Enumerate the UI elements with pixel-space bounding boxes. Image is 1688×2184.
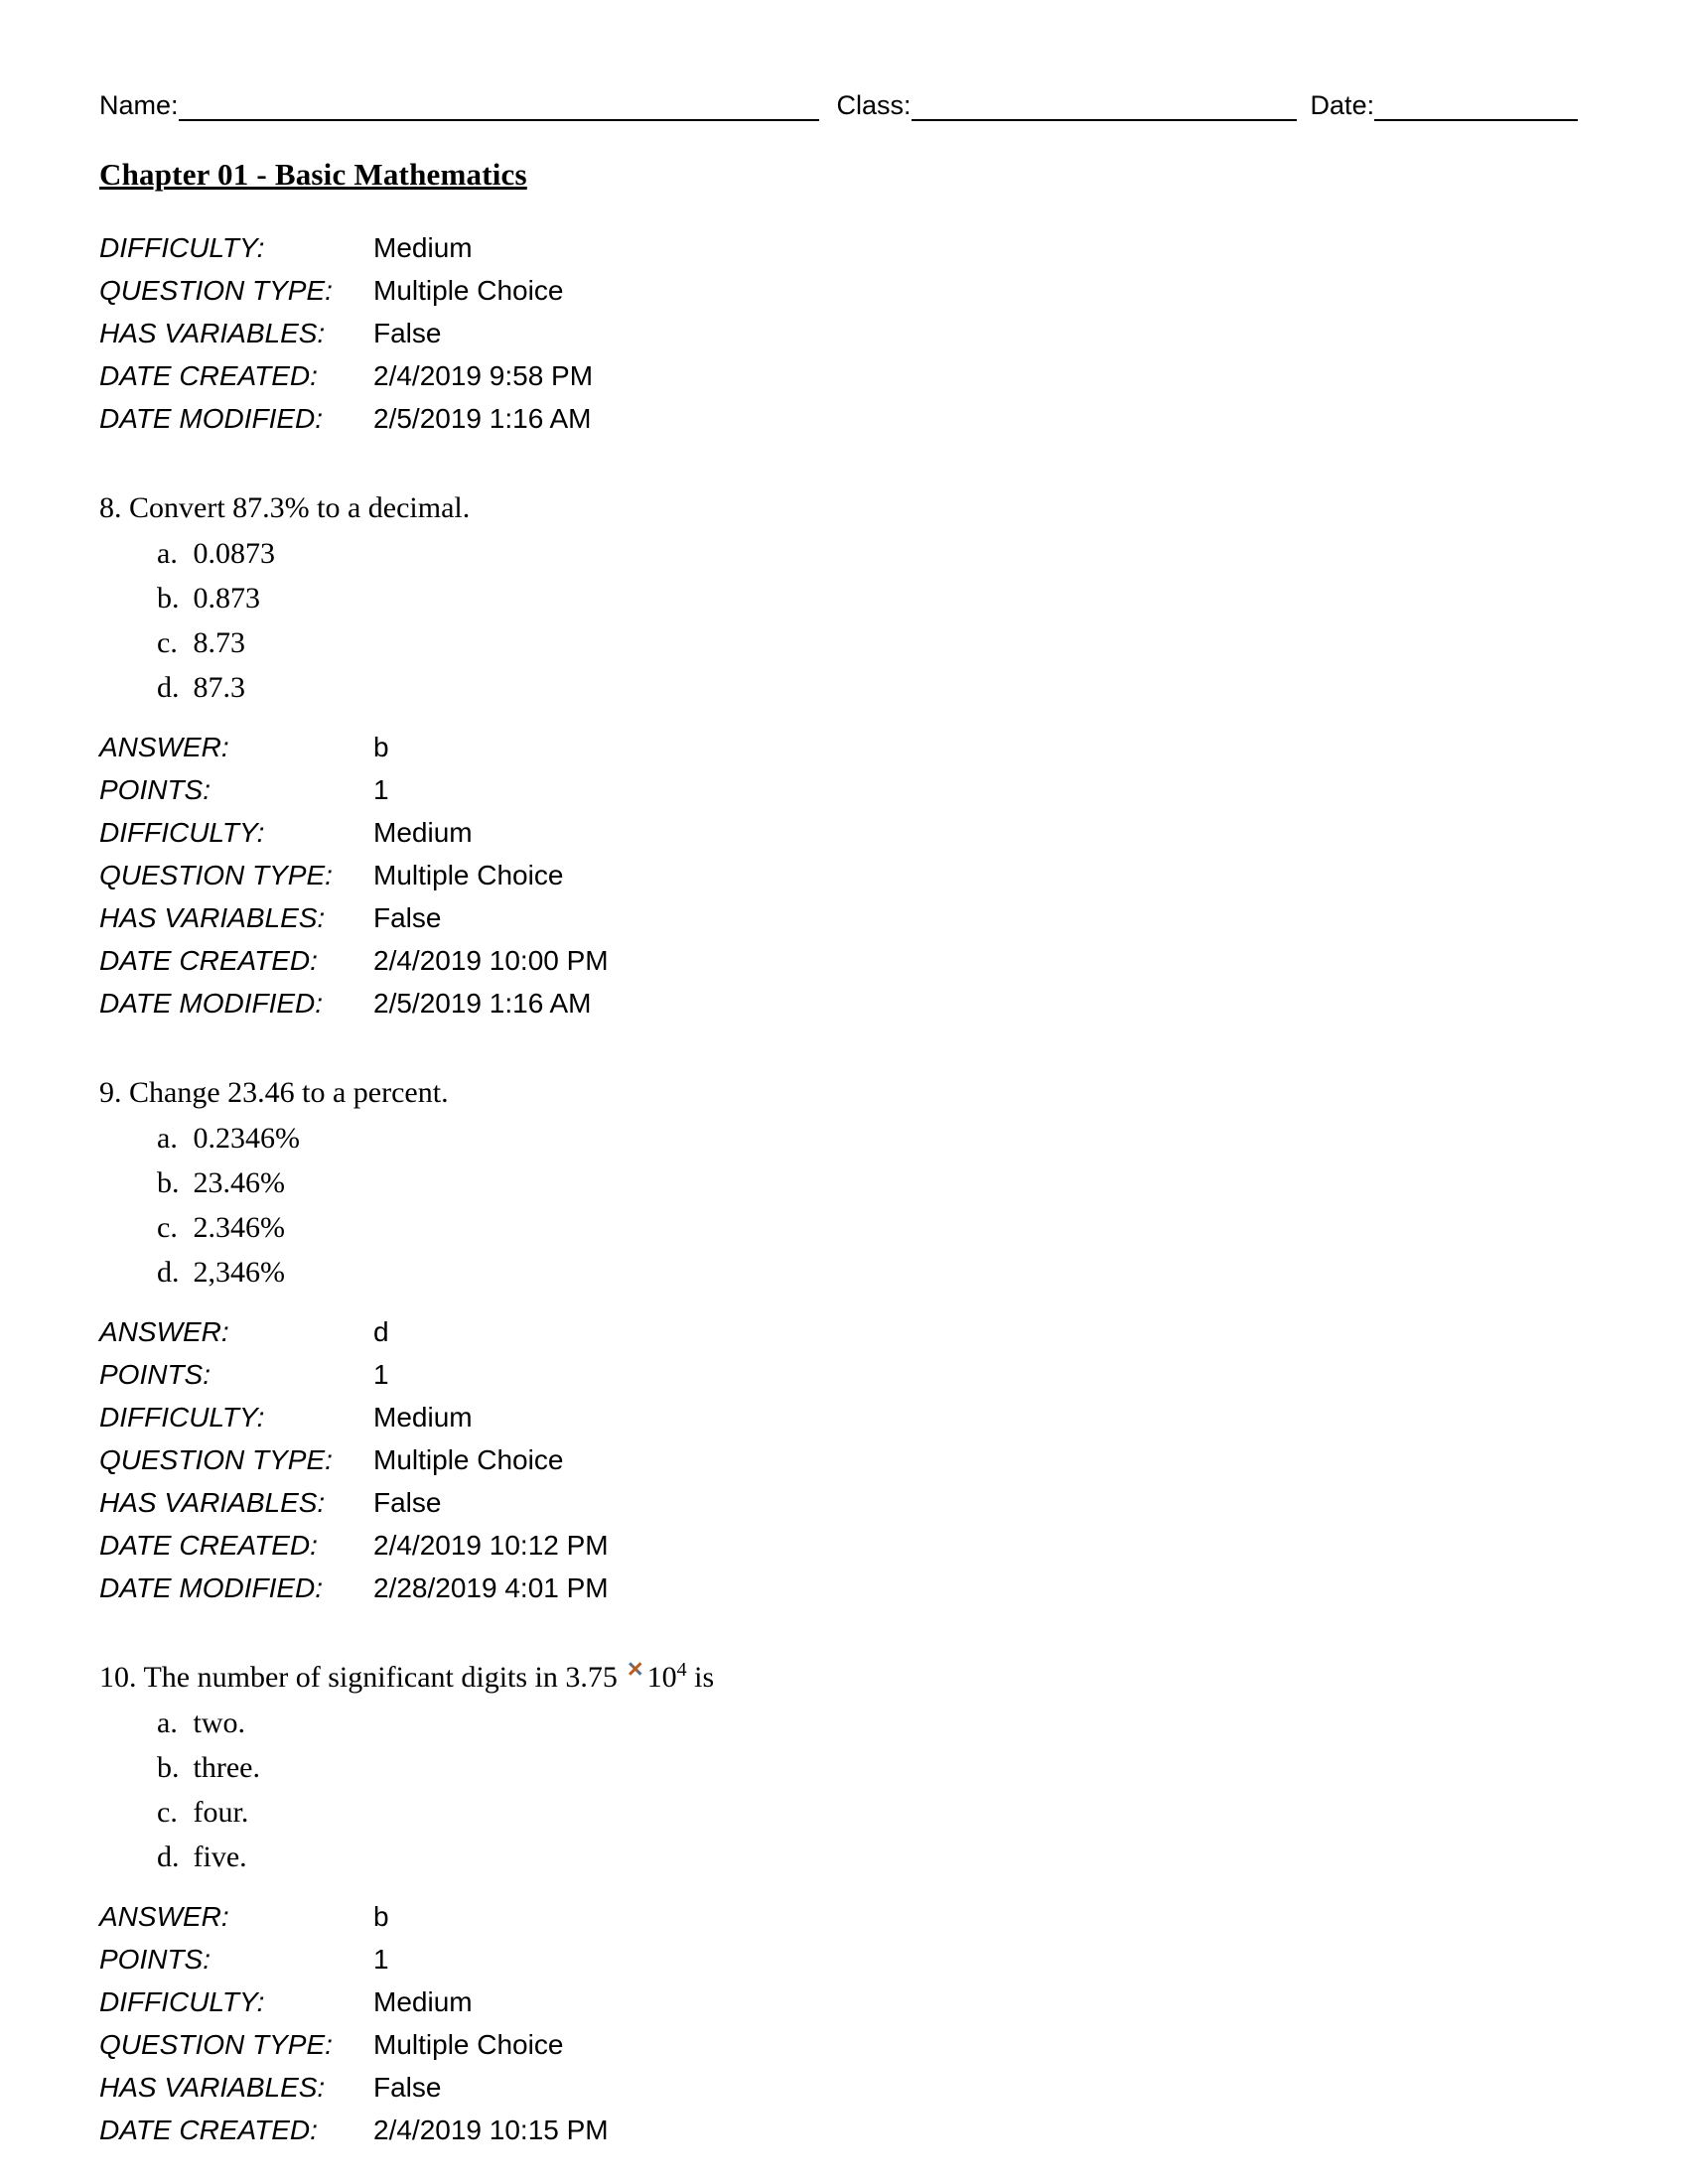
multiplication-icon: × (628, 1646, 643, 1692)
question-10-meta-block (99, 1895, 1589, 2151)
meta-row (99, 811, 1589, 854)
meta-label: DIFFICULTY: (99, 1986, 265, 2017)
option-letter: d. (157, 671, 180, 704)
meta-row (99, 1524, 1589, 1567)
meta-value: False (373, 1487, 442, 1518)
meta-label: DATE MODIFIED: (99, 403, 324, 434)
question-8 (99, 485, 1589, 710)
meta-row (99, 1353, 1589, 1396)
option-row (157, 1790, 1589, 1835)
option-text: 87.3 (193, 671, 245, 704)
meta-value: 2/4/2019 10:15 PM (373, 2115, 609, 2145)
option-letter: d. (157, 1256, 180, 1289)
meta-row (99, 1396, 1589, 1438)
meta-row (99, 269, 1589, 312)
meta-value: 2/28/2019 4:01 PM (373, 1572, 609, 1603)
meta-label: QUESTION TYPE: (99, 2029, 333, 2060)
question-number: 8. (99, 491, 122, 524)
option-text: 0.873 (193, 582, 260, 614)
meta-value: 1 (373, 1359, 389, 1390)
meta-label: HAS VARIABLES: (99, 902, 326, 933)
meta-label: POINTS: (99, 774, 211, 805)
option-letter: b. (157, 582, 180, 614)
meta-label: DIFFICULTY: (99, 232, 265, 263)
option-row (157, 1745, 1589, 1790)
meta-value: False (373, 318, 442, 348)
meta-value: d (373, 1316, 389, 1347)
question-8-meta-block (99, 726, 1589, 1024)
option-text: 0.2346% (193, 1122, 300, 1155)
class-blank-line (912, 89, 1297, 121)
option-letter: c. (157, 626, 178, 659)
question-text-suffix: is (694, 1661, 715, 1694)
meta-label: DATE MODIFIED: (99, 988, 324, 1019)
option-row (157, 1250, 1589, 1295)
meta-value: 2/4/2019 10:00 PM (373, 945, 609, 976)
meta-row (99, 854, 1589, 896)
class-label: Class: (836, 90, 912, 120)
power-exponent: 4 (676, 1659, 687, 1681)
question-text (99, 1070, 1589, 1116)
meta-value: False (373, 2072, 442, 2103)
option-row (157, 1835, 1589, 1879)
meta-label: DATE CREATED: (99, 945, 318, 976)
question-number: 10. (99, 1661, 137, 1694)
meta-label: POINTS: (99, 1359, 211, 1390)
question-number: 9. (99, 1076, 122, 1109)
meta-value: Medium (373, 232, 473, 263)
question-text (99, 485, 1589, 531)
option-text: 2,346% (193, 1256, 285, 1289)
question-text (99, 1655, 1589, 1701)
meta-row (99, 939, 1589, 982)
meta-row (99, 2066, 1589, 2109)
option-letter: d. (157, 1841, 180, 1873)
chapter-title: Chapter 01 - Basic Mathematics (99, 157, 527, 192)
option-text: three. (193, 1751, 260, 1784)
option-row (157, 531, 1589, 576)
meta-value: b (373, 732, 389, 762)
option-letter: a. (157, 1706, 178, 1739)
option-text: four. (193, 1796, 249, 1829)
question-text-body: Change 23.46 to a percent. (129, 1076, 449, 1109)
meta-value: 2/5/2019 1:16 AM (373, 988, 592, 1019)
meta-value: 2/4/2019 10:12 PM (373, 1530, 609, 1561)
option-text: 8.73 (193, 626, 245, 659)
meta-row (99, 982, 1589, 1024)
meta-row (99, 2023, 1589, 2066)
option-row (157, 620, 1589, 665)
meta-label: POINTS: (99, 1944, 211, 1975)
meta-value: Medium (373, 1986, 473, 2017)
meta-value: b (373, 1901, 389, 1932)
meta-row (99, 1310, 1589, 1353)
meta-label: ANSWER: (99, 1901, 229, 1932)
meta-row (99, 354, 1589, 397)
question-text-body: Convert 87.3% to a decimal. (129, 491, 471, 524)
name-label: Name: (99, 90, 179, 120)
option-text: two. (193, 1706, 245, 1739)
option-letter: a. (157, 1122, 178, 1155)
option-row (157, 665, 1589, 710)
name-blank-line (179, 89, 819, 121)
option-row (157, 1205, 1589, 1250)
meta-label: HAS VARIABLES: (99, 318, 326, 348)
meta-value: Multiple Choice (373, 860, 564, 890)
meta-row (99, 1938, 1589, 1980)
meta-value: Medium (373, 1402, 473, 1433)
meta-row (99, 1481, 1589, 1524)
option-row (157, 1701, 1589, 1745)
meta-row (99, 1438, 1589, 1481)
meta-label: DATE CREATED: (99, 2115, 318, 2145)
option-text: 0.0873 (193, 537, 275, 570)
meta-value: Multiple Choice (373, 1444, 564, 1475)
question-10 (99, 1655, 1589, 1879)
meta-value: False (373, 902, 442, 933)
meta-value: 1 (373, 774, 389, 805)
meta-label: DIFFICULTY: (99, 1402, 265, 1433)
option-letter: b. (157, 1166, 180, 1199)
option-letter: b. (157, 1751, 180, 1784)
option-letter: c. (157, 1796, 178, 1829)
option-row (157, 1116, 1589, 1160)
date-blank-line (1374, 89, 1578, 121)
meta-row (99, 2109, 1589, 2151)
option-text: 2.346% (193, 1211, 285, 1244)
meta-value: 2/4/2019 9:58 PM (373, 360, 594, 391)
meta-label: DATE MODIFIED: (99, 1572, 324, 1603)
meta-label: ANSWER: (99, 1316, 229, 1347)
intro-meta-block (99, 226, 1589, 440)
header (99, 89, 1589, 121)
meta-label: HAS VARIABLES: (99, 1487, 326, 1518)
option-letter: c. (157, 1211, 178, 1244)
meta-label: DATE CREATED: (99, 1530, 318, 1561)
meta-row (99, 1895, 1589, 1938)
meta-row (99, 1980, 1589, 2023)
power-base: 10 (646, 1661, 677, 1694)
meta-row (99, 768, 1589, 811)
meta-value: Multiple Choice (373, 275, 564, 306)
question-text-prefix: The number of significant digits in 3.75 (143, 1661, 618, 1694)
meta-label: QUESTION TYPE: (99, 1444, 333, 1475)
option-text: 23.46% (193, 1166, 285, 1199)
meta-value: Multiple Choice (373, 2029, 564, 2060)
meta-label: DATE CREATED: (99, 360, 318, 391)
meta-row (99, 312, 1589, 354)
question-9 (99, 1070, 1589, 1295)
meta-row (99, 397, 1589, 440)
question-9-meta-block (99, 1310, 1589, 1609)
meta-value: 2/5/2019 1:16 AM (373, 403, 592, 434)
meta-value: Medium (373, 817, 473, 848)
option-letter: a. (157, 537, 178, 570)
meta-label: QUESTION TYPE: (99, 275, 333, 306)
meta-label: QUESTION TYPE: (99, 860, 333, 890)
meta-row (99, 896, 1589, 939)
meta-row (99, 226, 1589, 269)
meta-value: 1 (373, 1944, 389, 1975)
meta-label: ANSWER: (99, 732, 229, 762)
date-label: Date: (1310, 90, 1375, 120)
meta-row (99, 726, 1589, 768)
meta-label: DIFFICULTY: (99, 817, 265, 848)
meta-row (99, 1567, 1589, 1609)
option-row (157, 576, 1589, 620)
option-text: five. (193, 1841, 247, 1873)
option-row (157, 1160, 1589, 1205)
meta-label: HAS VARIABLES: (99, 2072, 326, 2103)
